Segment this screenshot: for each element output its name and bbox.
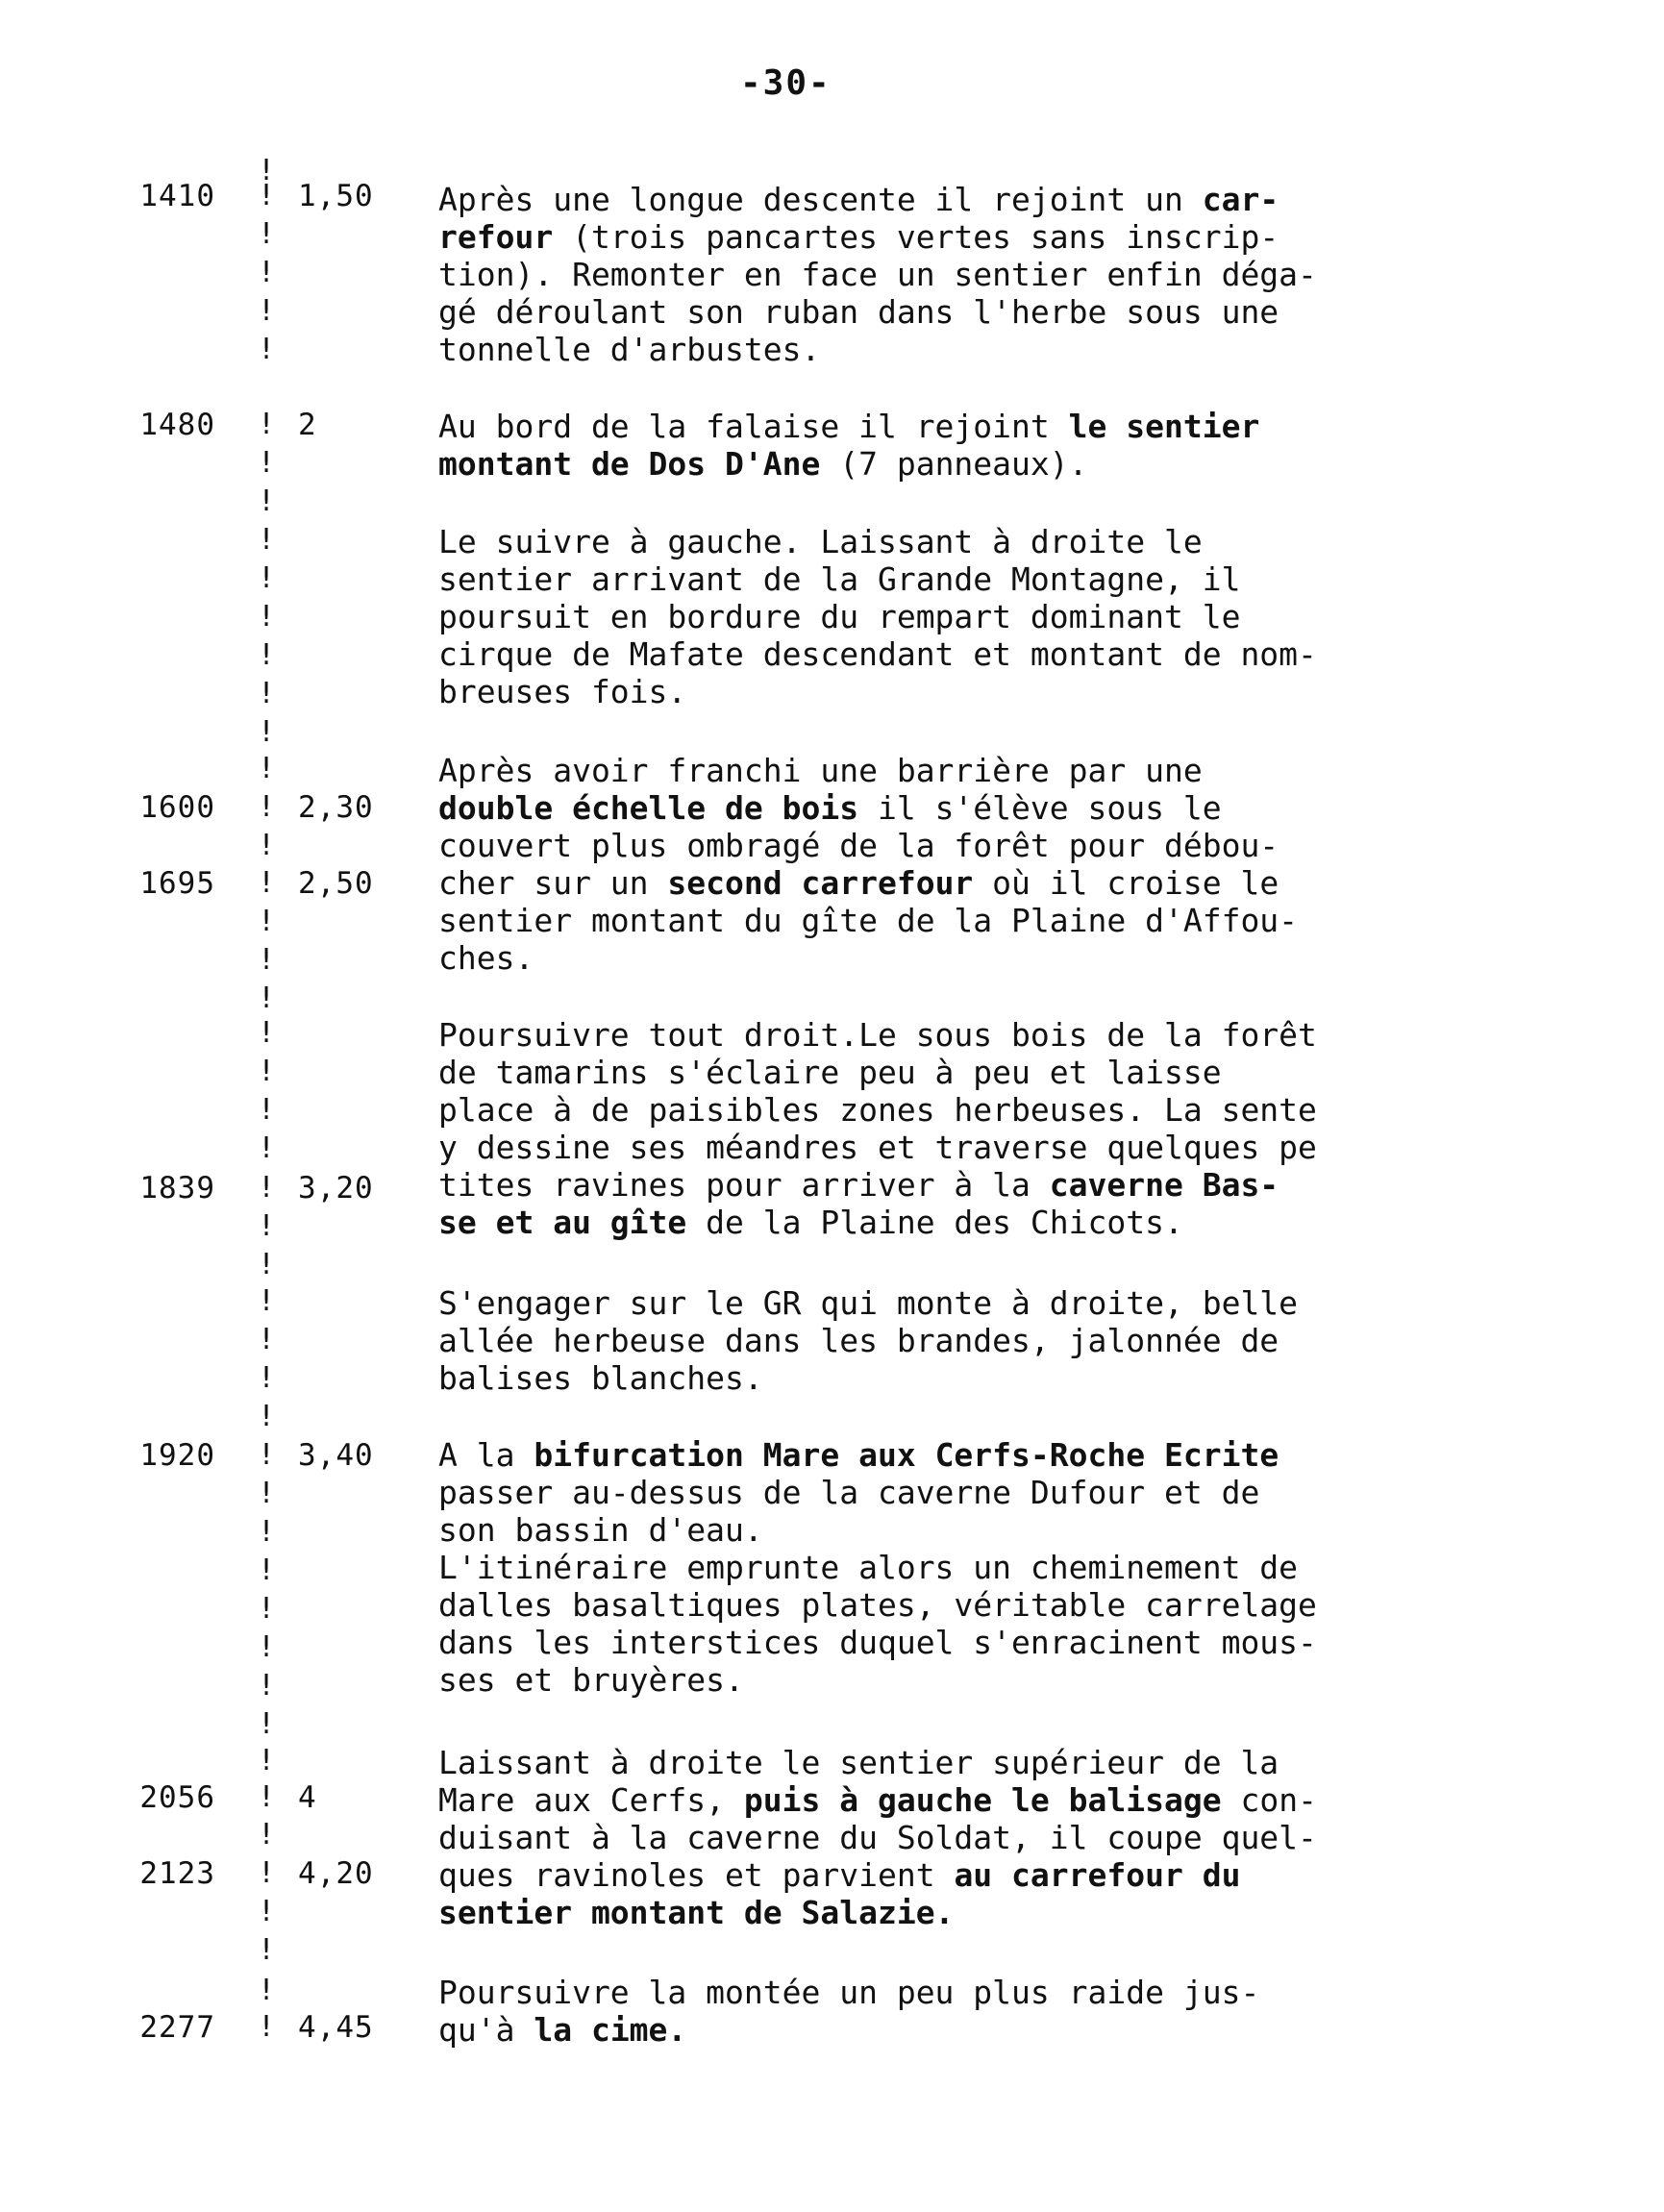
distance-value: 1,50 xyxy=(298,179,374,213)
margin-marker: ! xyxy=(258,217,276,251)
itinerary-paragraph xyxy=(438,523,1534,710)
text-line: y dessine ses méandres et traverse quelques pe xyxy=(438,1129,1317,1166)
text-line: montant de Dos D'Ane (7 panneaux). xyxy=(438,445,1088,483)
margin-marker: ! xyxy=(258,256,276,289)
margin-marker: ! xyxy=(258,1248,276,1281)
text-line: se et au gîte de la Plaine des Chicots. xyxy=(438,1204,1183,1241)
text-line: Poursuivre la montée un peu plus raide jus- xyxy=(438,1974,1260,2011)
text-line: Mare aux Cerfs, puis à gauche le balisage con- xyxy=(438,1781,1317,1819)
margin-marker: ! xyxy=(258,1707,276,1741)
distance-value: 4 xyxy=(298,1780,317,1815)
text-line: A la bifurcation Mare aux Cerfs-Roche Ecrite xyxy=(438,1436,1279,1474)
text-line: qu'à la cime. xyxy=(438,2011,687,2049)
margin-marker: ! xyxy=(258,523,276,557)
margin-marker: ! xyxy=(258,333,276,366)
text-line: balises blanches. xyxy=(438,1359,763,1397)
text-line: cirque de Mafate descendant et montant de nom- xyxy=(438,635,1317,673)
margin-marker: ! xyxy=(258,1284,276,1318)
text-line: dalles basaltiques plates, véritable carrelage xyxy=(438,1586,1317,1624)
text-line: tites ravines pour arriver à la caverne Bas- xyxy=(438,1166,1279,1204)
margin-marker: ! xyxy=(258,154,276,187)
margin-marker: ! xyxy=(258,752,276,785)
page-number: -30- xyxy=(740,63,832,103)
distance-value: 3,40 xyxy=(298,1438,374,1473)
text-line: sentier arrivant de la Grande Montagne, il xyxy=(438,560,1241,598)
margin-marker: ! xyxy=(258,1209,276,1243)
margin-marker: ! xyxy=(258,1895,276,1928)
margin-marker: ! xyxy=(258,715,276,749)
margin-marker: ! xyxy=(258,2010,276,2044)
text-line: Après une longue descente il rejoint un car- xyxy=(438,181,1279,218)
text-line: son bassin d'eau. xyxy=(438,1511,763,1549)
margin-marker: ! xyxy=(258,294,276,328)
altitude-value: 2123 xyxy=(139,1856,215,1891)
margin-marker: ! xyxy=(258,1818,276,1852)
distance-value: 2 xyxy=(298,408,317,442)
text-line: poursuit en bordure du rempart dominant le xyxy=(438,598,1241,635)
text-line: tion). Remonter en face un sentier enfin déga- xyxy=(438,256,1317,293)
text-line: duisant à la caverne du Soldat, il coupe quel- xyxy=(438,1819,1317,1856)
text-line: passer au-dessus de la caverne Dufour et de xyxy=(438,1474,1260,1511)
text-line: cher sur un second carrefour où il croise le xyxy=(438,864,1279,902)
text-line: refour (trois pancartes vertes sans inscrip- xyxy=(438,218,1279,256)
margin-marker: ! xyxy=(258,790,276,824)
itinerary-paragraph xyxy=(438,408,1534,483)
margin-marker: ! xyxy=(258,446,276,480)
text-line: sentier montant de Salazie. xyxy=(438,1894,955,1931)
text-line: ches. xyxy=(438,939,534,977)
margin-marker: ! xyxy=(258,1171,276,1205)
margin-marker: ! xyxy=(258,1933,276,1967)
text-line: ses et bruyères. xyxy=(438,1661,744,1699)
distance-value: 4,20 xyxy=(298,1856,374,1891)
margin-marker: ! xyxy=(258,1974,276,2007)
margin-marker: ! xyxy=(258,1438,276,1472)
altitude-value: 1480 xyxy=(139,408,215,442)
text-line: tonnelle d'arbustes. xyxy=(438,331,821,368)
margin-marker: ! xyxy=(258,1669,276,1702)
margin-marker: ! xyxy=(258,1477,276,1510)
text-line: dans les interstices duquel s'enracinent mous- xyxy=(438,1624,1317,1661)
text-line: S'engager sur le GR qui monte à droite, belle xyxy=(438,1284,1299,1322)
altitude-value: 1695 xyxy=(139,866,215,901)
margin-marker: ! xyxy=(258,485,276,518)
margin-marker: ! xyxy=(258,905,276,938)
margin-marker: ! xyxy=(258,179,276,212)
itinerary-paragraph xyxy=(438,1284,1534,1397)
margin-marker: ! xyxy=(258,561,276,595)
margin-marker: ! xyxy=(258,1055,276,1088)
itinerary-paragraph xyxy=(438,181,1534,368)
text-line: ques ravinoles et parvient au carrefour du xyxy=(438,1856,1241,1894)
distance-value: 3,20 xyxy=(298,1171,374,1205)
itinerary-paragraph xyxy=(438,1436,1534,1699)
margin-marker: ! xyxy=(258,1093,276,1127)
itinerary-paragraph xyxy=(438,1974,1534,2049)
margin-marker: ! xyxy=(258,829,276,862)
margin-marker: ! xyxy=(258,1361,276,1395)
margin-marker: ! xyxy=(258,1780,276,1814)
itinerary-paragraph xyxy=(438,1016,1534,1241)
margin-marker: ! xyxy=(258,943,276,977)
text-line: Au bord de la falaise il rejoint le sentier xyxy=(438,408,1260,445)
text-line: breuses fois. xyxy=(438,673,687,710)
text-line: sentier montant du gîte de la Plaine d'Affou- xyxy=(438,902,1299,939)
altitude-value: 2277 xyxy=(139,2010,215,2045)
margin-marker: ! xyxy=(258,1016,276,1050)
altitude-value: 1600 xyxy=(139,790,215,825)
margin-marker: ! xyxy=(258,638,276,672)
distance-value: 4,45 xyxy=(298,2010,374,2045)
text-line: de tamarins s'éclaire peu à peu et laisse xyxy=(438,1054,1222,1091)
margin-marker: ! xyxy=(258,1515,276,1549)
distance-value: 2,30 xyxy=(298,790,374,825)
text-line: Laissant à droite le sentier supérieur de la xyxy=(438,1744,1279,1781)
text-line: L'itinéraire emprunte alors un cheminement de xyxy=(438,1549,1299,1586)
itinerary-paragraph xyxy=(438,752,1534,977)
itinerary-paragraph xyxy=(438,1744,1534,1931)
text-line: Poursuivre tout droit.Le sous bois de la forêt xyxy=(438,1016,1317,1054)
margin-marker: ! xyxy=(258,600,276,634)
text-line: allée herbeuse dans les brandes, jalonnée de xyxy=(438,1322,1279,1359)
altitude-value: 1410 xyxy=(139,179,215,213)
margin-marker: ! xyxy=(258,1592,276,1626)
text-line: Le suivre à gauche. Laissant à droite le xyxy=(438,523,1203,560)
text-line: place à de paisibles zones herbeuses. La sente xyxy=(438,1091,1317,1129)
text-line: gé déroulant son ruban dans l'herbe sous une xyxy=(438,293,1279,331)
margin-marker: ! xyxy=(258,1856,276,1890)
margin-marker: ! xyxy=(258,1553,276,1587)
margin-marker: ! xyxy=(258,1400,276,1433)
margin-marker: ! xyxy=(258,1630,276,1664)
text-line: double échelle de bois il s'élève sous le xyxy=(438,789,1222,827)
distance-value: 2,50 xyxy=(298,866,374,901)
margin-marker: ! xyxy=(258,1744,276,1777)
altitude-value: 1920 xyxy=(139,1438,215,1473)
altitude-value: 2056 xyxy=(139,1780,215,1815)
margin-marker: ! xyxy=(258,408,276,441)
text-line: couvert plus ombragé de la forêt pour débou- xyxy=(438,827,1279,864)
altitude-value: 1839 xyxy=(139,1171,215,1205)
margin-marker: ! xyxy=(258,1131,276,1165)
margin-marker: ! xyxy=(258,982,276,1015)
margin-marker: ! xyxy=(258,677,276,710)
margin-marker: ! xyxy=(258,866,276,900)
text-line: Après avoir franchi une barrière par une xyxy=(438,752,1203,789)
margin-marker: ! xyxy=(258,1323,276,1356)
